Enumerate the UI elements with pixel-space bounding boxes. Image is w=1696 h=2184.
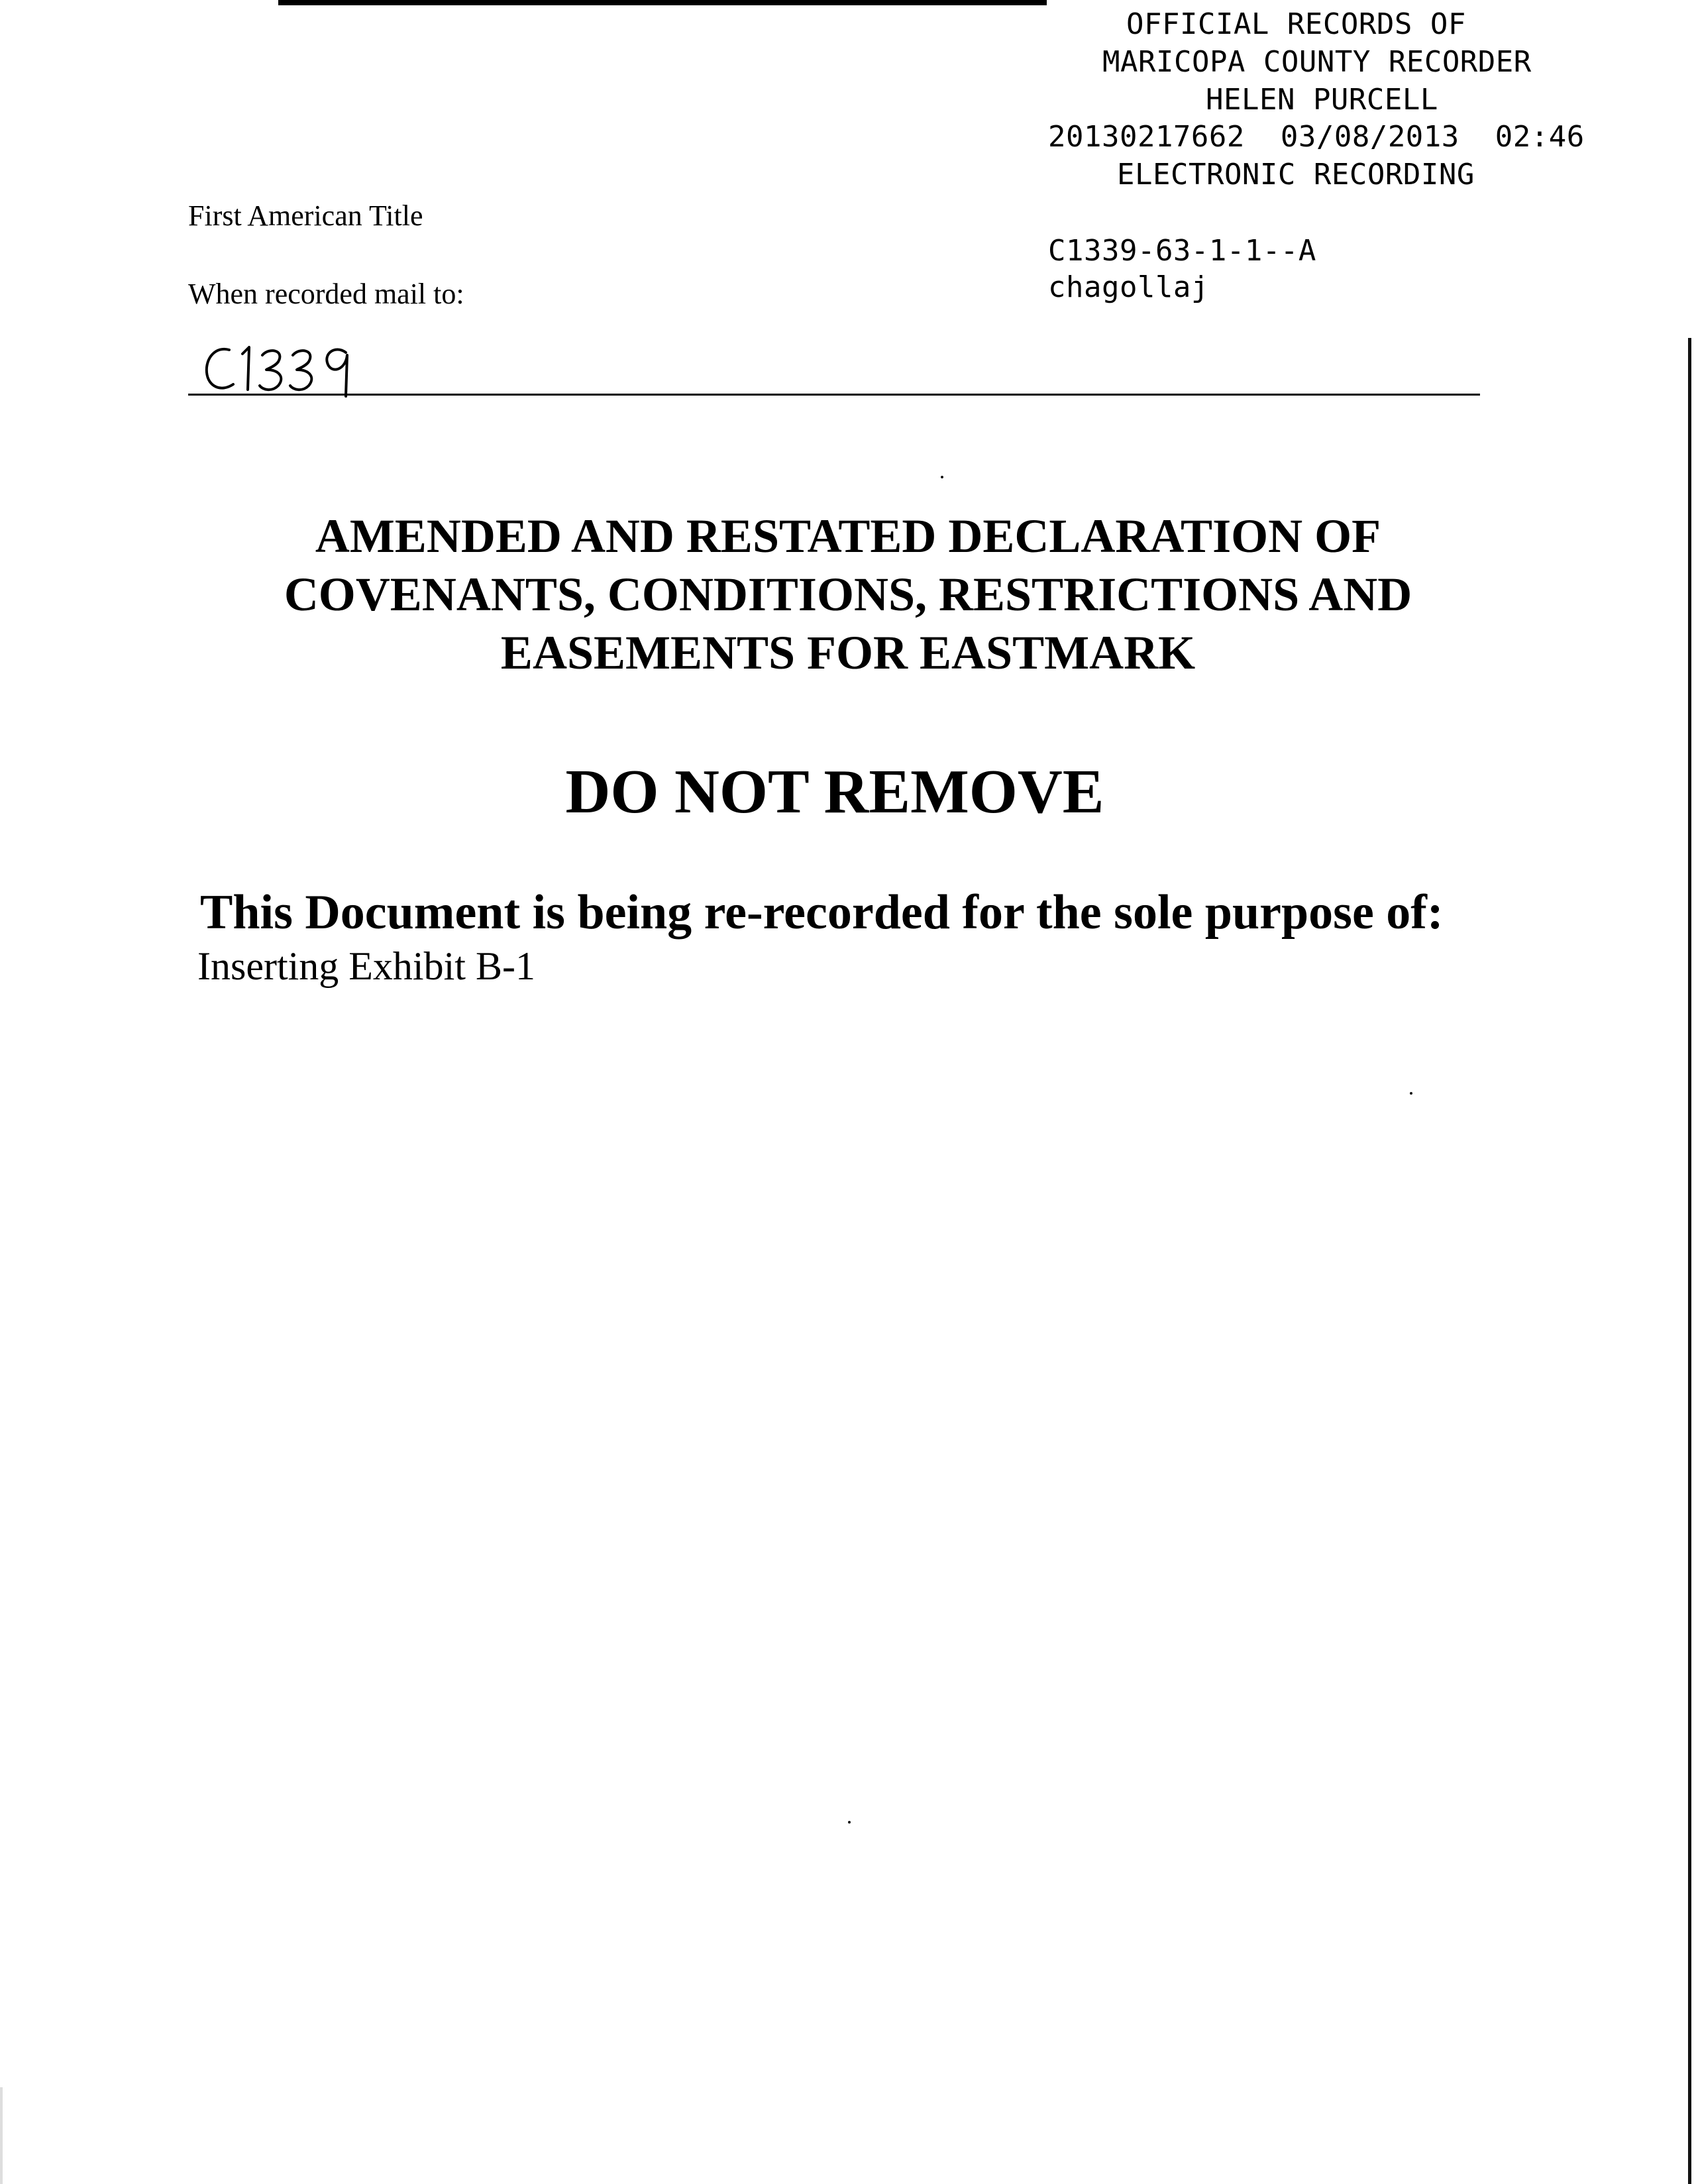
scan-edge-left	[0, 2087, 3, 2184]
stamp-electronic-recording: ELECTRONIC RECORDING	[1117, 158, 1475, 191]
scan-speck	[1410, 1092, 1412, 1095]
mail-to-line	[188, 394, 1480, 396]
mail-to-label: When recorded mail to:	[188, 278, 464, 310]
title-line-1: AMENDED AND RESTATED DECLARATION OF	[315, 510, 1381, 563]
scan-speck	[941, 476, 943, 478]
title-line-2: COVENANTS, CONDITIONS, RESTRICTIONS AND	[284, 568, 1412, 621]
scan-edge-top	[278, 0, 1047, 5]
purpose-heading: This Document is being re-recorded for the sole purpose of:	[200, 885, 1444, 940]
do-not-remove-notice: DO NOT REMOVE	[565, 757, 1104, 826]
scan-speck	[848, 1821, 851, 1824]
stamp-recorder-name: HELEN PURCELL	[1206, 83, 1438, 117]
scan-edge-right	[1688, 338, 1691, 2184]
purpose-text: Inserting Exhibit B-1	[197, 944, 535, 988]
document-title	[119, 507, 1577, 682]
stamp-records-line: OFFICIAL RECORDS OF	[1126, 7, 1466, 41]
stamp-user: chagollaj	[1048, 270, 1209, 304]
stamp-county-line: MARICOPA COUNTY RECORDER	[1102, 45, 1532, 79]
stamp-document-code: C1339-63-1-1--A	[1048, 234, 1316, 268]
title-line-3: EASEMENTS FOR EASTMARK	[500, 626, 1196, 679]
stamp-recording-number: 20130217662 03/08/2013 02:46	[1048, 120, 1585, 154]
company-name: First American Title	[188, 199, 423, 232]
